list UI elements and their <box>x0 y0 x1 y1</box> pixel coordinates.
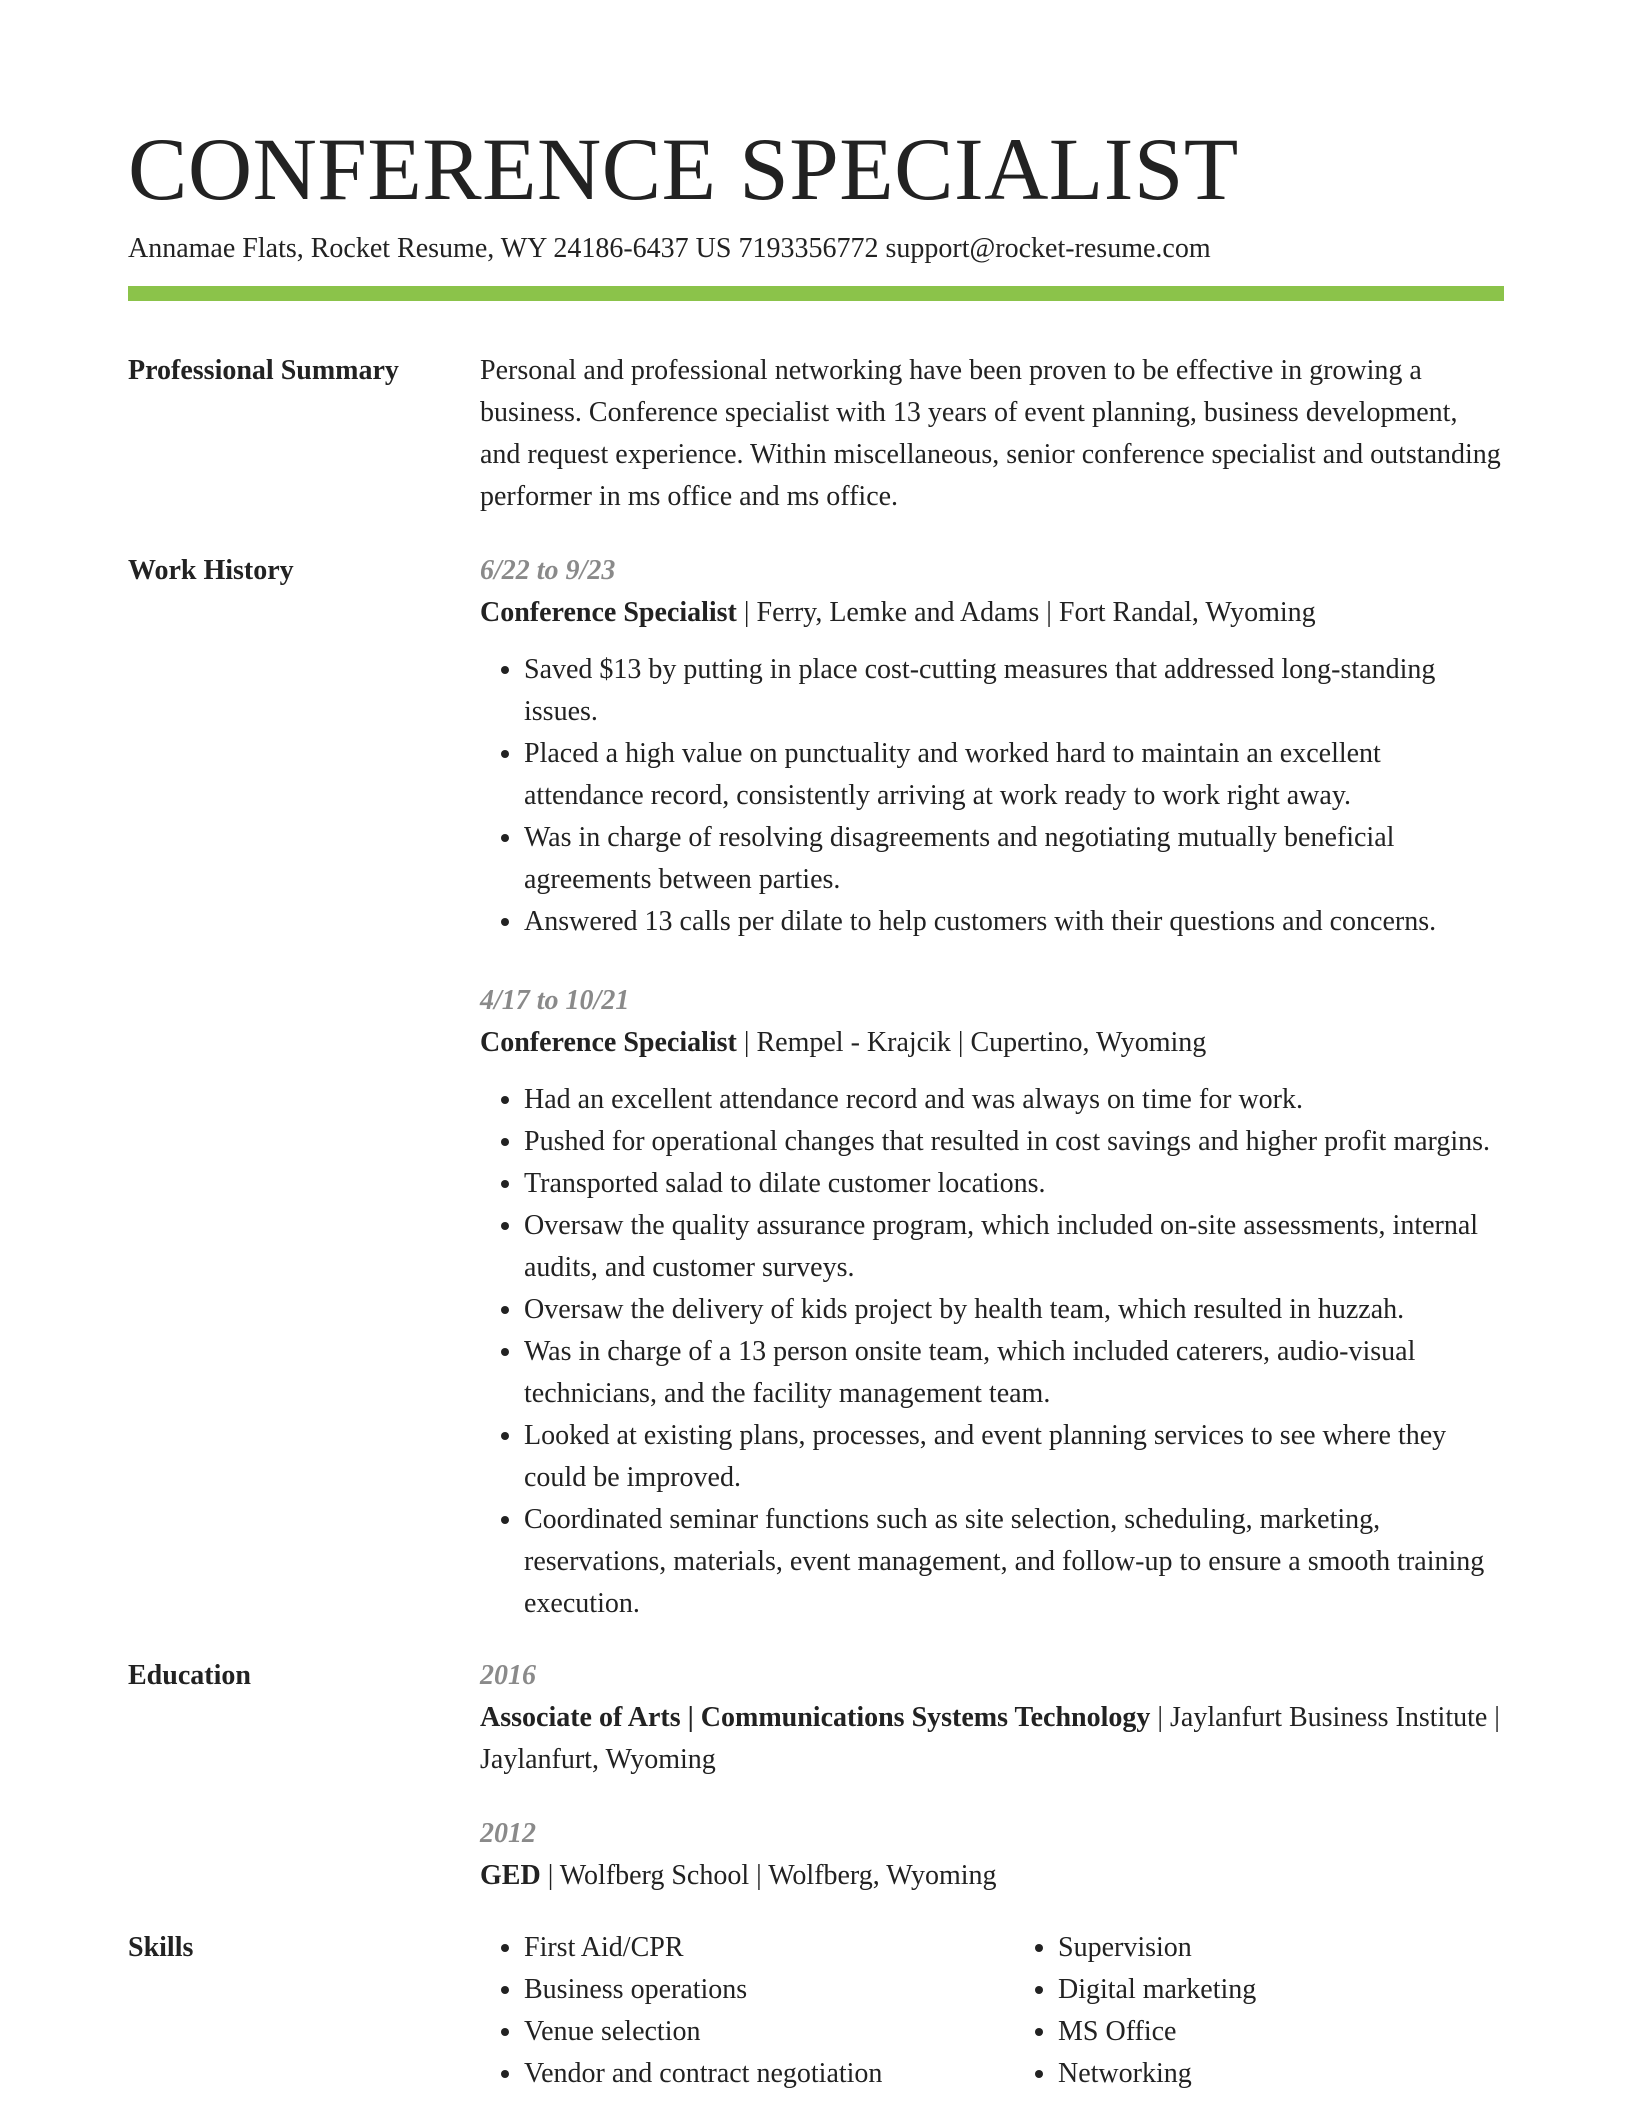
skills-section <box>128 1927 1504 2095</box>
section-body <box>480 1927 1504 2095</box>
list-item: • Transported salad to dilate customer locations. <box>524 1163 1504 1205</box>
accent-divider <box>128 286 1504 301</box>
job-details: | Rempel - Krajcik | Cupertino, Wyoming <box>736 1027 1207 1058</box>
section-label: Education <box>128 1660 251 1691</box>
section-label: Professional Summary <box>128 355 399 386</box>
degree: GED <box>480 1860 541 1891</box>
list-item: • Digital marketing <box>1058 1969 1504 2011</box>
section-body <box>480 550 1504 1625</box>
job-heading <box>480 1022 1504 1064</box>
list-item: • Was in charge of a 13 person onsite team, which included caterers, audio-visual technicians, and the facility management team. <box>524 1331 1504 1415</box>
list-item: • Business operations <box>524 1969 970 2011</box>
section-label: Work History <box>128 555 294 586</box>
education-year: 2016 <box>480 1660 536 1691</box>
job-heading <box>480 592 1504 634</box>
education-section <box>128 1655 1504 1897</box>
list-item: • Vendor and contract negotiation <box>524 2053 970 2095</box>
summary-text: Personal and professional networking have been proven to be effective in growing a business. Conference specialist with 13 years of event planning, business development, and request experience. Within miscellaneous, senior conference specialist and outstanding performer in ms office and ms office. <box>480 355 1501 512</box>
school-details: | Wolfberg School | Wolfberg, Wyoming <box>540 1860 997 1891</box>
resume-content <box>128 350 1504 2095</box>
section-body <box>480 1655 1504 1897</box>
list-item: • Answered 13 calls per dilate to help customers with their questions and concerns. <box>524 901 1504 943</box>
list-item: • Supervision <box>1058 1927 1504 1969</box>
job-entry <box>480 980 1504 1625</box>
education-year: 2012 <box>480 1818 536 1849</box>
work-history-section <box>128 550 1504 1625</box>
education-heading <box>480 1697 1504 1781</box>
job-dates: 6/22 to 9/23 <box>480 555 616 586</box>
list-item: • Placed a high value on punctuality and worked hard to maintain an excellent attendance record, consistently arriving at work ready to work right away. <box>524 733 1504 817</box>
school-details: | Jaylanfurt Business Institute | Jaylanfurt, Wyoming <box>480 1702 1500 1775</box>
list-item: • Venue selection <box>524 2011 970 2053</box>
skills-list-left <box>480 1927 970 2095</box>
education-entry <box>480 1813 1504 1897</box>
skills-list-right <box>1014 1927 1504 2095</box>
job-entry <box>480 550 1504 943</box>
job-title: Conference Specialist <box>480 1027 737 1058</box>
list-item: • Looked at existing plans, processes, and event planning services to see where they could be improved. <box>524 1415 1504 1499</box>
job-bullets <box>480 649 1504 943</box>
resume-title: CONFERENCE SPECIALIST <box>128 121 1239 219</box>
list-item: • First Aid/CPR <box>524 1927 970 1969</box>
list-item: • Oversaw the quality assurance program, which included on-site assessments, internal audits, and customer surveys. <box>524 1205 1504 1289</box>
list-item: • Had an excellent attendance record and was always on time for work. <box>524 1079 1504 1121</box>
education-entry <box>480 1655 1504 1781</box>
job-details: | Ferry, Lemke and Adams | Fort Randal, Wyoming <box>736 597 1316 628</box>
list-item: • Pushed for operational changes that resulted in cost savings and higher profit margins. <box>524 1121 1504 1163</box>
job-title: Conference Specialist <box>480 597 737 628</box>
section-label: Skills <box>128 1932 194 1963</box>
summary-section <box>128 350 1504 518</box>
list-item: • Saved $13 by putting in place cost-cutting measures that addressed long-standing issues. <box>524 649 1504 733</box>
list-item: • Oversaw the delivery of kids project by health team, which resulted in huzzah. <box>524 1289 1504 1331</box>
list-item: • Coordinated seminar functions such as site selection, scheduling, marketing, reservations, materials, event management, and follow-up to ensure a smooth training execution. <box>524 1499 1504 1625</box>
contact-line: Annamae Flats, Rocket Resume, WY 24186-6437 US 7193356772 support@rocket-resume.com <box>128 233 1211 264</box>
skills-columns <box>480 1927 1504 2095</box>
list-item: • MS Office <box>1058 2011 1504 2053</box>
list-item: • Was in charge of resolving disagreements and negotiating mutually beneficial agreements between parties. <box>524 817 1504 901</box>
list-item: • Networking <box>1058 2053 1504 2095</box>
job-bullets <box>480 1079 1504 1625</box>
job-dates: 4/17 to 10/21 <box>480 985 630 1016</box>
education-heading <box>480 1855 1504 1897</box>
degree: Associate of Arts | Communications Systems Technology <box>480 1702 1151 1733</box>
section-body <box>480 350 1504 518</box>
